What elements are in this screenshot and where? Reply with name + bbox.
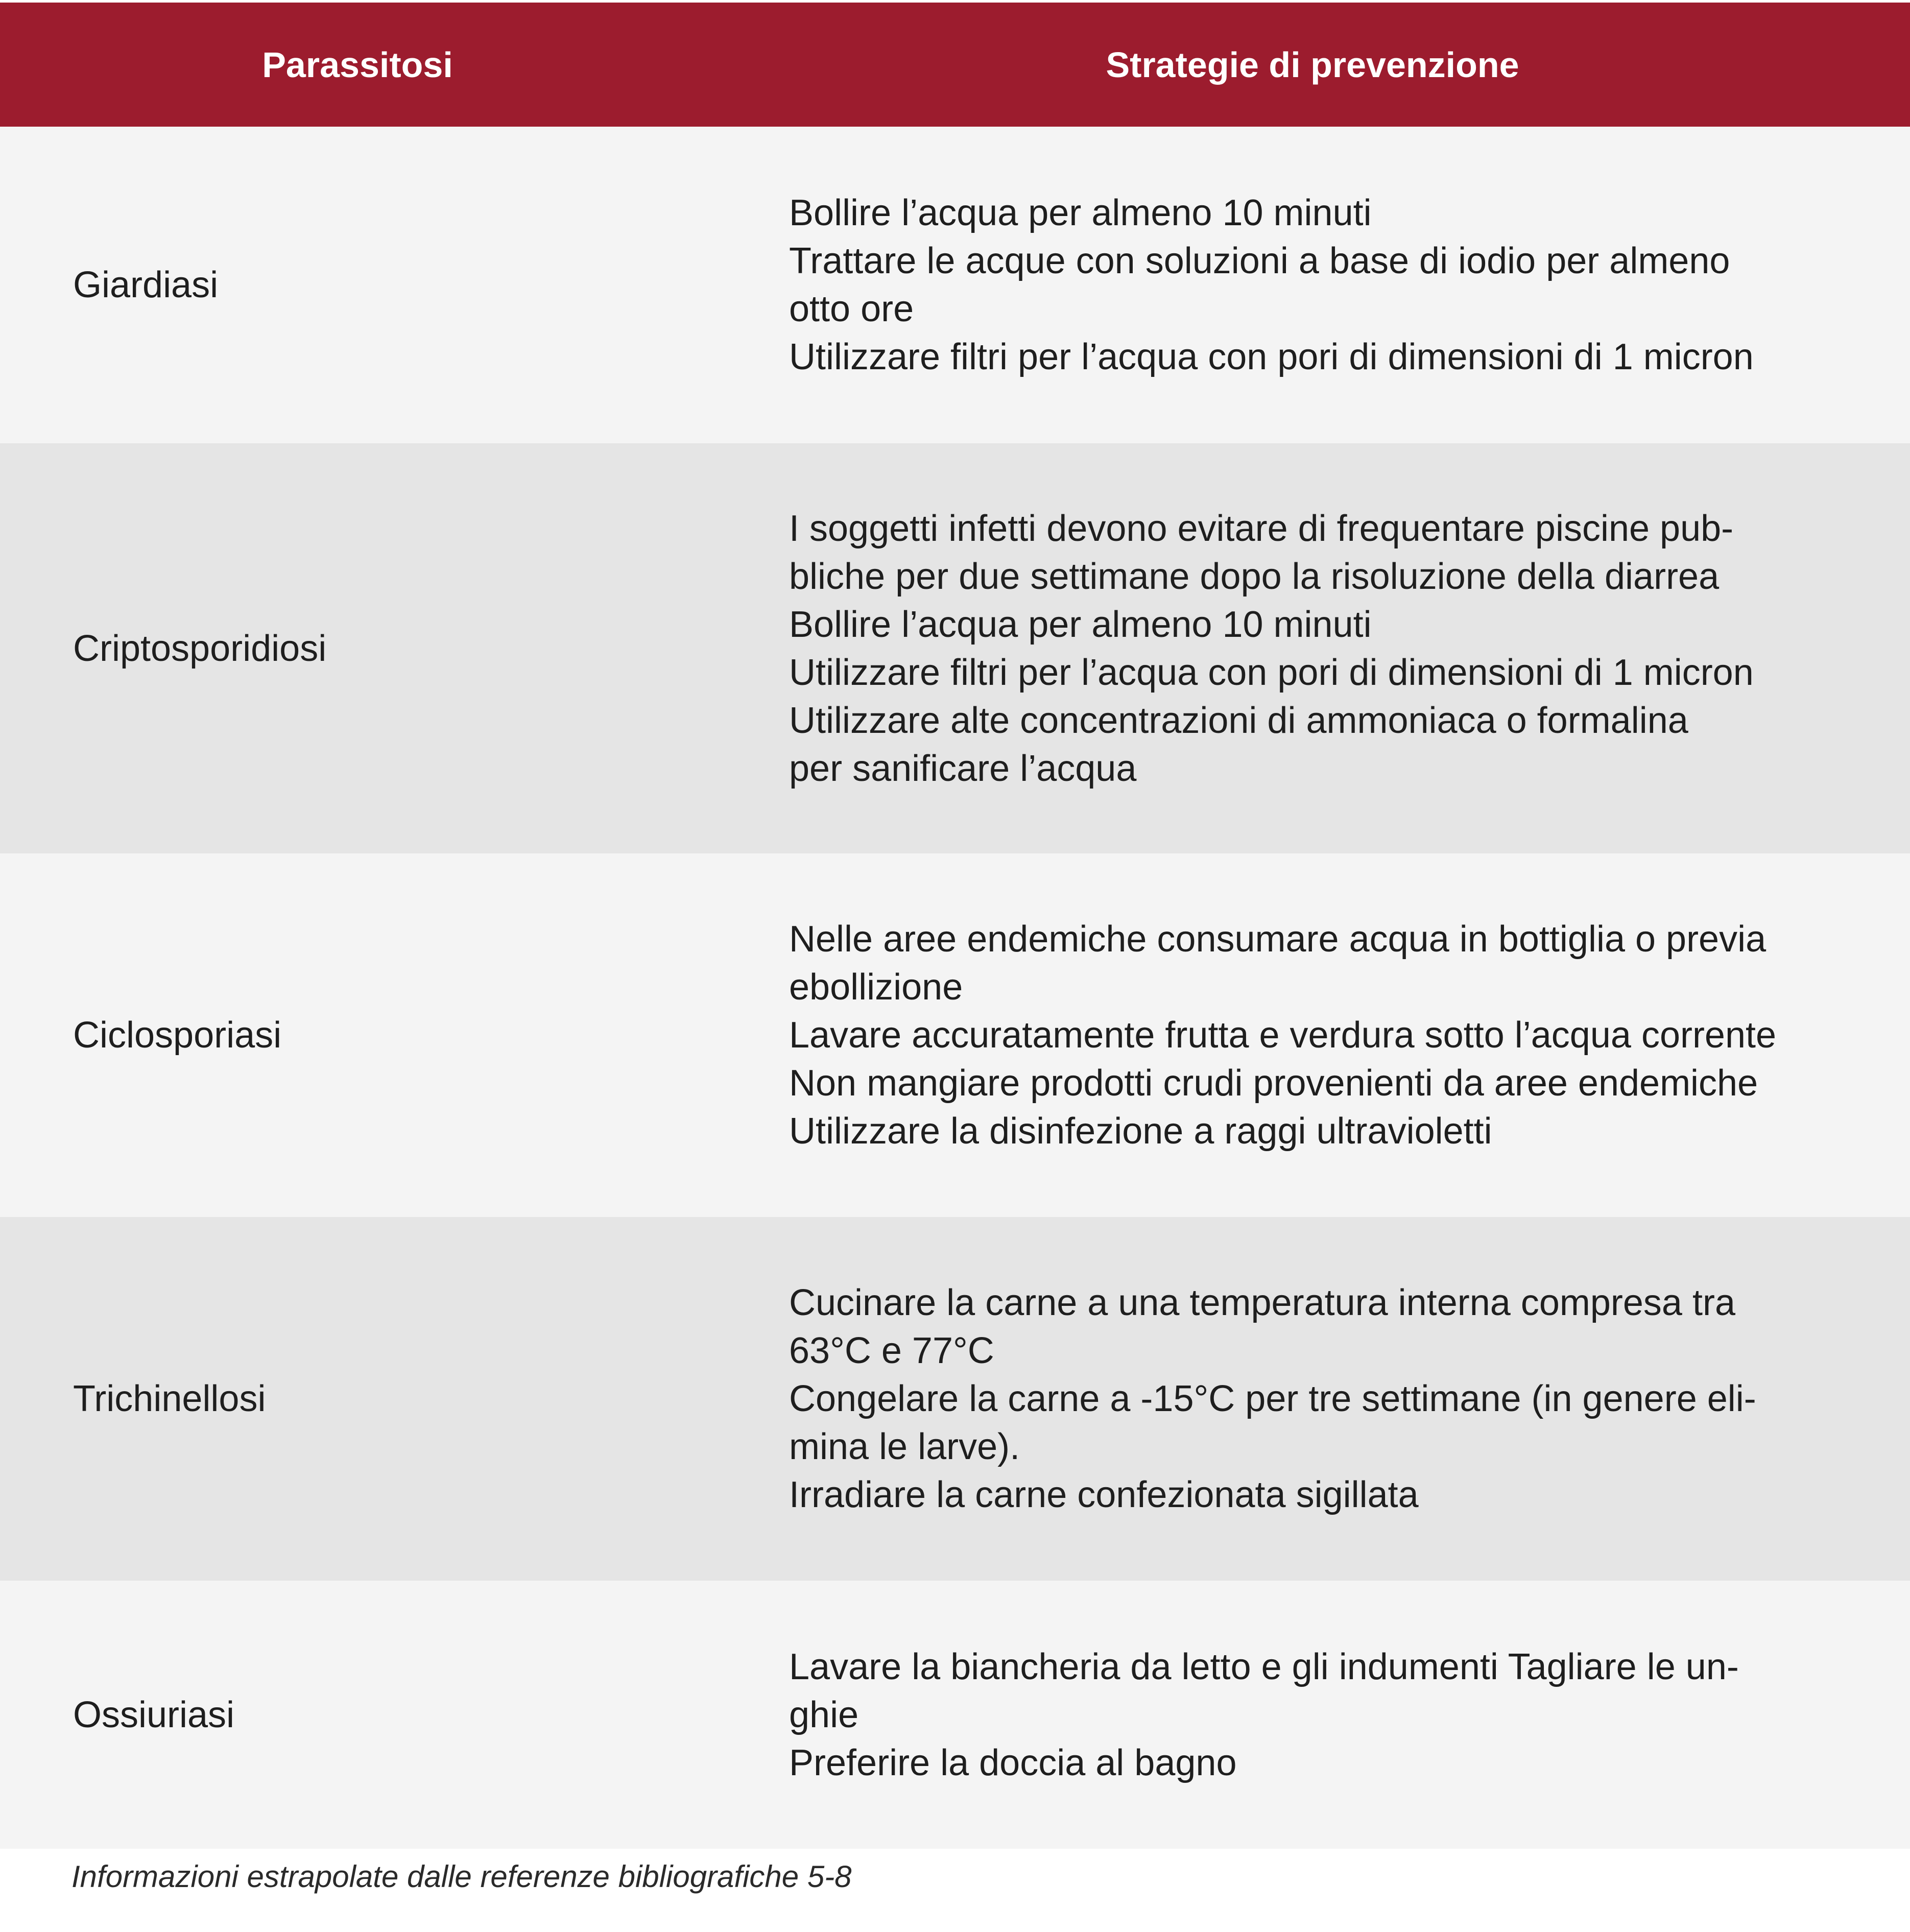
strategy-line: otto ore [789, 289, 914, 329]
strategy-line: ghie [789, 1694, 859, 1735]
strategy-line: Utilizzare filtri per l’acqua con pori di dimensioni di 1 micron [789, 337, 1754, 377]
footnote: Informazioni estrapolate dalle referenze bibliografiche 5-8 [71, 1859, 852, 1894]
table-header [0, 3, 1910, 127]
strategy-line: Utilizzare alte concentrazioni di ammoniaca o formalina [789, 700, 1688, 741]
prevention-strategies [789, 1279, 1910, 1519]
table-row [0, 1581, 1910, 1849]
strategy-line: Cucinare la carne a una temperatura interna compresa tra [789, 1282, 1735, 1323]
prevention-strategies [789, 189, 1910, 381]
strategy-line: Utilizzare filtri per l’acqua con pori di dimensioni di 1 micron [789, 652, 1754, 693]
strategy-line: Non mangiare prodotti crudi provenienti da aree endemiche [789, 1063, 1758, 1104]
strategy-line: Bollire l’acqua per almeno 10 minuti [789, 604, 1372, 645]
strategy-line: Congelare la carne a -15°C per tre settimane (in genere eli- [789, 1378, 1756, 1419]
prevention-table [0, 3, 1910, 1849]
strategy-line: ebollizione [789, 967, 963, 1008]
strategy-line: Bollire l’acqua per almeno 10 minuti [789, 193, 1372, 233]
strategy-line: I soggetti infetti devono evitare di frequentare piscine pub- [789, 508, 1734, 549]
table-row [0, 127, 1910, 443]
header-parassitosi: Parassitosi [262, 44, 453, 85]
parasitosis-name: Giardiasi [73, 265, 219, 305]
header-strategie: Strategie di prevenzione [1106, 44, 1519, 85]
strategy-line: mina le larve). [789, 1426, 1020, 1467]
parasitosis-name: Trichinellosi [73, 1378, 266, 1419]
parasitosis-name: Ossiuriasi [73, 1694, 235, 1735]
strategy-line: Utilizzare la disinfezione a raggi ultravioletti [789, 1111, 1492, 1152]
strategy-line: 63°C e 77°C [789, 1330, 994, 1371]
prevention-strategies [789, 505, 1910, 793]
table-row [0, 853, 1910, 1217]
strategy-line: Lavare la biancheria da letto e gli indumenti Tagliare le un- [789, 1646, 1739, 1687]
parasitosis-name: Criptosporidiosi [73, 628, 327, 669]
prevention-strategies [789, 1643, 1910, 1787]
strategy-line: Lavare accuratamente frutta e verdura sotto l’acqua corrente [789, 1015, 1777, 1056]
table-row [0, 443, 1910, 853]
strategy-line: Irradiare la carne confezionata sigillata [789, 1474, 1419, 1515]
strategy-line: Nelle aree endemiche consumare acqua in bottiglia o previa [789, 919, 1766, 960]
strategy-line: Trattare le acque con soluzioni a base di iodio per almeno [789, 241, 1730, 281]
parasitosis-name: Ciclosporiasi [73, 1015, 282, 1056]
strategy-line: per sanificare l’acqua [789, 748, 1137, 789]
strategy-line: bliche per due settimane dopo la risoluzione della diarrea [789, 556, 1720, 597]
table-row [0, 1217, 1910, 1581]
prevention-strategies [789, 915, 1910, 1155]
strategy-line: Preferire la doccia al bagno [789, 1742, 1237, 1783]
